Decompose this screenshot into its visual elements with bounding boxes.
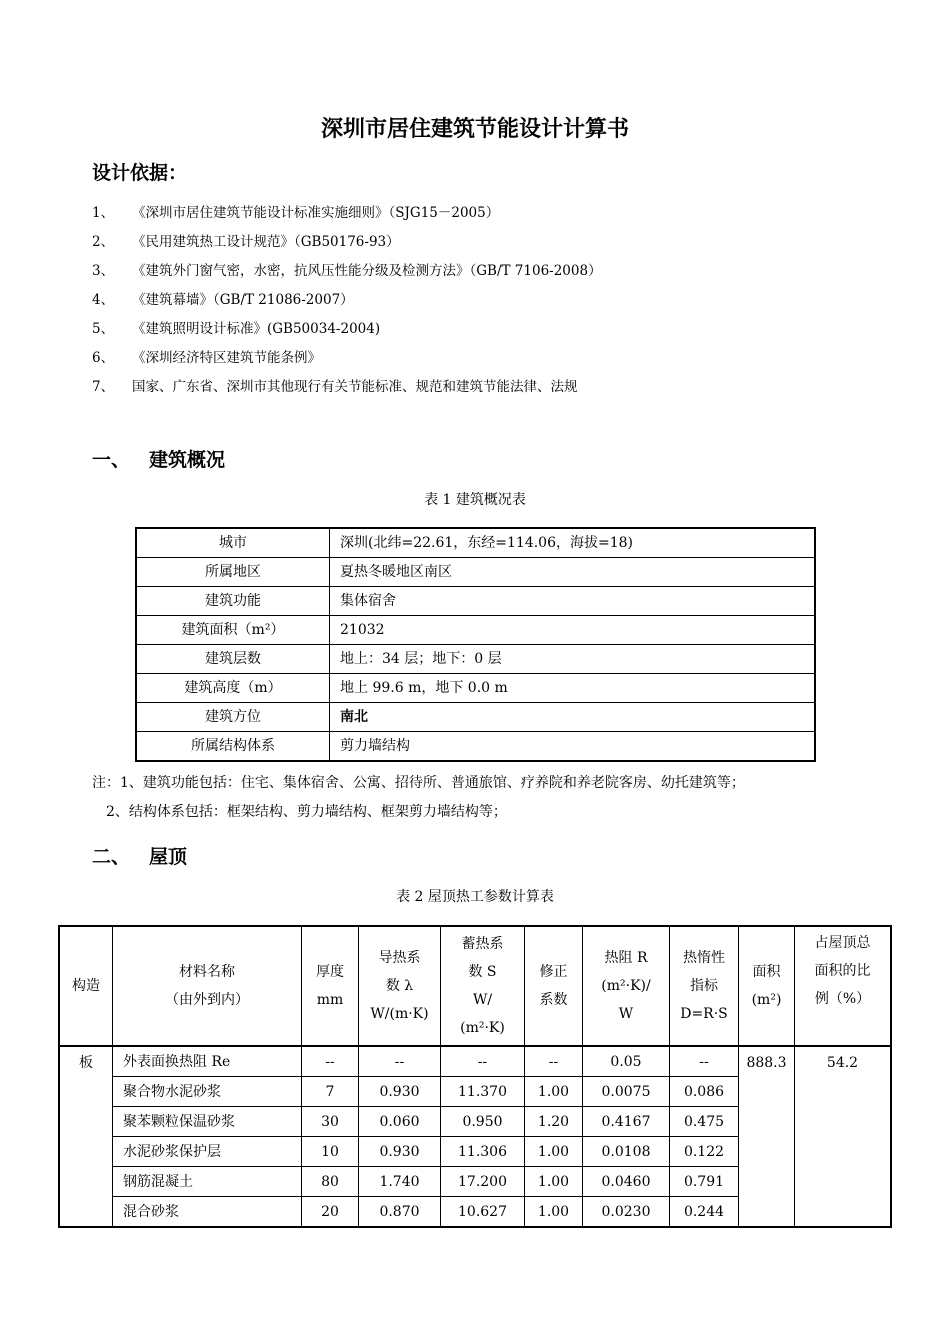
table-value-cell: 南北 [330, 703, 816, 732]
resistance-cell: 0.0075 [583, 1077, 670, 1107]
section-number: 二、 [92, 846, 131, 868]
basis-item-number: 7、 [92, 379, 115, 395]
table-value-cell: 地上：34 层；地下：0 层 [330, 645, 816, 674]
thickness-cell: 20 [302, 1197, 359, 1228]
header-line: 修正 [539, 964, 568, 980]
roof-thermal-table [58, 925, 892, 1228]
structure-cell: 板 [59, 1046, 113, 1227]
lambda-cell: 0.930 [359, 1137, 441, 1167]
header-line: 热惰性 [683, 950, 725, 966]
thickness-cell: -- [302, 1046, 359, 1077]
table-row [59, 1046, 891, 1077]
header-material-label: 材料名称 [179, 964, 235, 980]
header-line: (m²·K) [460, 1020, 505, 1036]
header-line: 面积的比 [814, 963, 871, 979]
thickness-cell: 10 [302, 1137, 359, 1167]
header-line: 蓄热系 [461, 936, 504, 952]
storage-cell: 17.200 [441, 1167, 525, 1197]
header-line: 热阻 R [604, 950, 648, 966]
basis-item-text: 《深圳经济特区建筑节能条例》 [132, 350, 321, 366]
table-key-cell: 所属结构体系 [136, 732, 330, 762]
building-overview-table [135, 527, 816, 762]
thickness-cell: 7 [302, 1077, 359, 1107]
table-value-cell: 夏热冬暖地区南区 [330, 558, 816, 587]
document-title: 深圳市居住建筑节能设计计算书 [320, 117, 629, 142]
basis-item-text: 《建筑外门窗气密，水密，抗风压性能分级及检测方法》（GB/T 7106-2008） [132, 263, 602, 279]
lambda-cell: 0.930 [359, 1077, 441, 1107]
inertia-cell: 0.475 [670, 1107, 739, 1137]
table-value-cell: 深圳(北纬=22.61，东经=114.06，海拔=18) [330, 528, 816, 558]
section-heading-overview [92, 445, 225, 472]
table-key-cell: 城市 [136, 528, 330, 558]
basis-item-number: 4、 [92, 292, 115, 308]
header-ratio [795, 926, 892, 1046]
basis-item-text: 《民用建筑热工设计规范》（GB50176-93） [132, 234, 400, 250]
header-line: 数 S [468, 964, 497, 980]
table-row [136, 616, 815, 645]
material-cell: 聚合物水泥砂浆 [113, 1077, 302, 1107]
table-row [136, 645, 815, 674]
resistance-cell: 0.4167 [583, 1107, 670, 1137]
storage-cell: -- [441, 1046, 525, 1077]
table-value-cell: 剪力墙结构 [330, 732, 816, 762]
basis-list [92, 201, 892, 404]
inertia-cell: 0.122 [670, 1137, 739, 1167]
basis-item [92, 288, 892, 317]
header-line: W [618, 1006, 634, 1022]
correction-cell: 1.00 [525, 1137, 583, 1167]
resistance-cell: 0.0108 [583, 1137, 670, 1167]
table-key-cell: 建筑方位 [136, 703, 330, 732]
table-key-cell: 所属地区 [136, 558, 330, 587]
resistance-cell: 0.05 [583, 1046, 670, 1077]
basis-item-number: 3、 [92, 263, 115, 279]
header-line: 数 λ [385, 978, 414, 994]
header-line: (m²) [751, 992, 782, 1008]
table-row [136, 528, 815, 558]
inertia-cell: 0.791 [670, 1167, 739, 1197]
ratio-cell: 54.2 [795, 1046, 892, 1227]
table-value-cell: 地上 99.6 m，地下 0.0 m [330, 674, 816, 703]
inertia-cell: 0.086 [670, 1077, 739, 1107]
table-row [136, 674, 815, 703]
correction-cell: 1.20 [525, 1107, 583, 1137]
storage-cell: 10.627 [441, 1197, 525, 1228]
header-inertia [670, 926, 739, 1046]
resistance-cell: 0.0230 [583, 1197, 670, 1228]
material-cell: 外表面换热阻 Re [113, 1046, 302, 1077]
header-resistance [583, 926, 670, 1046]
basis-item-text: 《建筑幕墙》（GB/T 21086-2007） [132, 292, 354, 308]
header-area [739, 926, 795, 1046]
section-heading-roof [92, 842, 187, 869]
section-number: 一、 [92, 449, 131, 471]
correction-cell: 1.00 [525, 1197, 583, 1228]
table-row [136, 703, 815, 732]
header-line: W/(m·K) [370, 1006, 429, 1022]
basis-item-number: 1、 [92, 205, 115, 221]
thickness-cell: 80 [302, 1167, 359, 1197]
header-thickness [302, 926, 359, 1046]
resistance-cell: 0.0460 [583, 1167, 670, 1197]
header-line: 面积 [752, 964, 781, 980]
basis-item [92, 346, 892, 375]
section-title: 建筑概况 [149, 449, 226, 471]
table2-caption: 表 2 屋顶热工参数计算表 [396, 889, 554, 905]
basis-item-text: 《深圳市居住建筑节能设计标准实施细则》（SJG15－2005） [132, 205, 500, 221]
lambda-cell: 0.870 [359, 1197, 441, 1228]
basis-item-number: 5、 [92, 321, 115, 337]
storage-cell: 11.370 [441, 1077, 525, 1107]
header-line: W/ [472, 992, 493, 1008]
inertia-cell: 0.244 [670, 1197, 739, 1228]
basis-item [92, 230, 892, 259]
header-line: 例（%） [814, 991, 871, 1007]
table-row [136, 732, 815, 762]
basis-item-number: 6、 [92, 350, 115, 366]
table1-note-2: 2、结构体系包括：框架结构、剪力墙结构、框架剪力墙结构等； [106, 804, 507, 820]
table-key-cell: 建筑高度（m） [136, 674, 330, 703]
table-key-cell: 建筑层数 [136, 645, 330, 674]
basis-item [92, 201, 892, 230]
header-correction [525, 926, 583, 1046]
storage-cell: 11.306 [441, 1137, 525, 1167]
header-material [113, 926, 302, 1046]
inertia-cell: -- [670, 1046, 739, 1077]
table-key-cell: 建筑功能 [136, 587, 330, 616]
basis-item [92, 317, 892, 346]
header-storage [441, 926, 525, 1046]
header-conductivity [359, 926, 441, 1046]
correction-cell: 1.00 [525, 1077, 583, 1107]
basis-item-number: 2、 [92, 234, 115, 250]
thickness-cell: 30 [302, 1107, 359, 1137]
table1-caption: 表 1 建筑概况表 [424, 492, 526, 508]
header-structure: 构造 [59, 926, 113, 1046]
table-value-cell: 集体宿舍 [330, 587, 816, 616]
material-cell: 水泥砂浆保护层 [113, 1137, 302, 1167]
section-title: 屋顶 [149, 846, 188, 868]
basis-heading: 设计依据： [92, 162, 188, 184]
lambda-cell: -- [359, 1046, 441, 1077]
storage-cell: 0.950 [441, 1107, 525, 1137]
correction-cell: -- [525, 1046, 583, 1077]
header-line: (m²·K)/ [601, 978, 651, 994]
header-line: 厚度 [316, 964, 344, 980]
table-row [136, 587, 815, 616]
header-line: 系数 [539, 992, 568, 1008]
header-material-sub: （由外到内） [165, 992, 249, 1008]
header-line: D=R·S [680, 1006, 728, 1022]
header-line: 占屋顶总 [814, 935, 871, 951]
material-cell: 钢筋混凝土 [113, 1167, 302, 1197]
header-line: 导热系 [378, 950, 421, 966]
basis-item-text: 《建筑照明设计标准》(GB50034-2004) [132, 321, 381, 337]
table-value-cell: 21032 [330, 616, 816, 645]
table-row [136, 558, 815, 587]
correction-cell: 1.00 [525, 1167, 583, 1197]
table1-note-1: 注：1、建筑功能包括：住宅、集体宿舍、公寓、招待所、普通旅馆、疗养院和养老院客房、幼托建筑等； [92, 775, 745, 791]
header-line: mm [316, 992, 344, 1008]
lambda-cell: 1.740 [359, 1167, 441, 1197]
material-cell: 聚苯颗粒保温砂浆 [113, 1107, 302, 1137]
area-cell: 888.3 [739, 1046, 795, 1227]
lambda-cell: 0.060 [359, 1107, 441, 1137]
header-line: 指标 [690, 978, 718, 994]
table-header-row [59, 926, 891, 1046]
basis-item [92, 375, 892, 404]
table-key-cell: 建筑面积（m²） [136, 616, 330, 645]
basis-item [92, 259, 892, 288]
material-cell: 混合砂浆 [113, 1197, 302, 1228]
basis-item-text: 国家、广东省、深圳市其他现行有关节能标准、规范和建筑节能法律、法规 [132, 379, 578, 395]
